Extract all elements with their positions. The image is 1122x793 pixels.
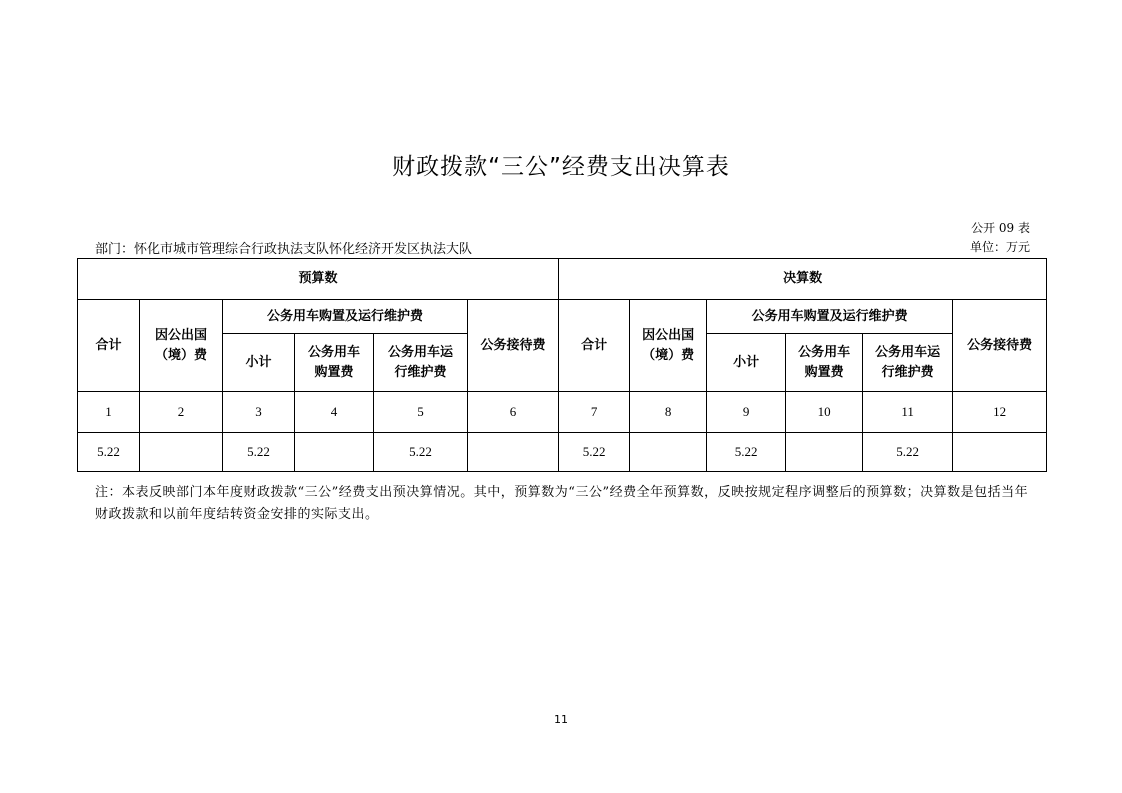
budget-subtotal-header: 小计 <box>223 334 295 392</box>
index-cell: 2 <box>140 392 223 433</box>
page-title: 财政拨款“三公”经费支出决算表 <box>392 154 730 180</box>
final-subtotal-header: 小计 <box>707 334 786 392</box>
budget-vehicle-operation-header <box>374 334 468 392</box>
expenditure-table <box>77 258 1047 472</box>
index-cell: 1 <box>78 392 140 433</box>
value-cell <box>953 433 1047 472</box>
footnote: 注：本表反映部门本年度财政拨款“三公”经费支出预决算情况。其中，预算数为“三公”经费全年预算数，反映按规定程序调整后的预算数；决算数是包括当年财政拨款和以前年度结转资金安排的实际支出。 <box>95 485 1029 522</box>
budget-vehicle-operation-text: 公务用车运行维护费 <box>387 344 453 380</box>
budget-vehicle-purchase-header <box>295 334 374 392</box>
value-cell: 5.22 <box>78 433 140 472</box>
budget-abroad-header <box>140 300 223 392</box>
unit-label: 单位：万元 <box>969 240 1030 254</box>
value-cell: 5.22 <box>863 433 953 472</box>
budget-reception-header: 公务接待费 <box>468 300 559 392</box>
final-vehicle-operation-text: 公务用车运行维护费 <box>875 344 941 380</box>
index-cell: 4 <box>295 392 374 433</box>
budget-total-header: 合计 <box>78 300 140 392</box>
table-row <box>78 433 1047 472</box>
final-total-header: 合计 <box>559 300 630 392</box>
final-vehicle-purchase-header <box>786 334 863 392</box>
table-row <box>78 392 1047 433</box>
index-cell: 12 <box>953 392 1047 433</box>
value-cell <box>468 433 559 472</box>
budget-vehicle-purchase-text: 公务用车购置费 <box>307 344 360 380</box>
value-cell: 5.22 <box>374 433 468 472</box>
index-cell: 6 <box>468 392 559 433</box>
value-cell <box>295 433 374 472</box>
final-abroad-header <box>630 300 707 392</box>
final-vehicle-operation-header <box>863 334 953 392</box>
value-cell: 5.22 <box>559 433 630 472</box>
final-vehicle-group-header: 公务用车购置及运行维护费 <box>707 300 953 334</box>
value-cell: 5.22 <box>707 433 786 472</box>
index-cell: 3 <box>223 392 295 433</box>
budget-header: 预算数 <box>78 259 559 300</box>
table-code: 公开 09 表 <box>971 221 1030 235</box>
index-cell: 10 <box>786 392 863 433</box>
final-header: 决算数 <box>559 259 1047 300</box>
index-cell: 11 <box>863 392 953 433</box>
table-header-row <box>78 300 1047 334</box>
value-cell <box>630 433 707 472</box>
final-vehicle-purchase-text: 公务用车购置费 <box>798 344 851 380</box>
index-cell: 9 <box>707 392 786 433</box>
value-cell <box>786 433 863 472</box>
page-number: 11 <box>554 713 568 726</box>
table-group-header-row <box>78 259 1047 300</box>
index-cell: 5 <box>374 392 468 433</box>
index-cell: 7 <box>559 392 630 433</box>
budget-vehicle-group-header: 公务用车购置及运行维护费 <box>223 300 468 334</box>
department-label: 部门：怀化市城市管理综合行政执法支队怀化经济开发区执法大队 <box>95 242 473 257</box>
value-cell <box>140 433 223 472</box>
final-reception-header: 公务接待费 <box>953 300 1047 392</box>
value-cell: 5.22 <box>223 433 295 472</box>
budget-abroad-text: 因公出国（境）费 <box>154 327 207 363</box>
index-cell: 8 <box>630 392 707 433</box>
final-abroad-text: 因公出国（境）费 <box>642 327 695 363</box>
